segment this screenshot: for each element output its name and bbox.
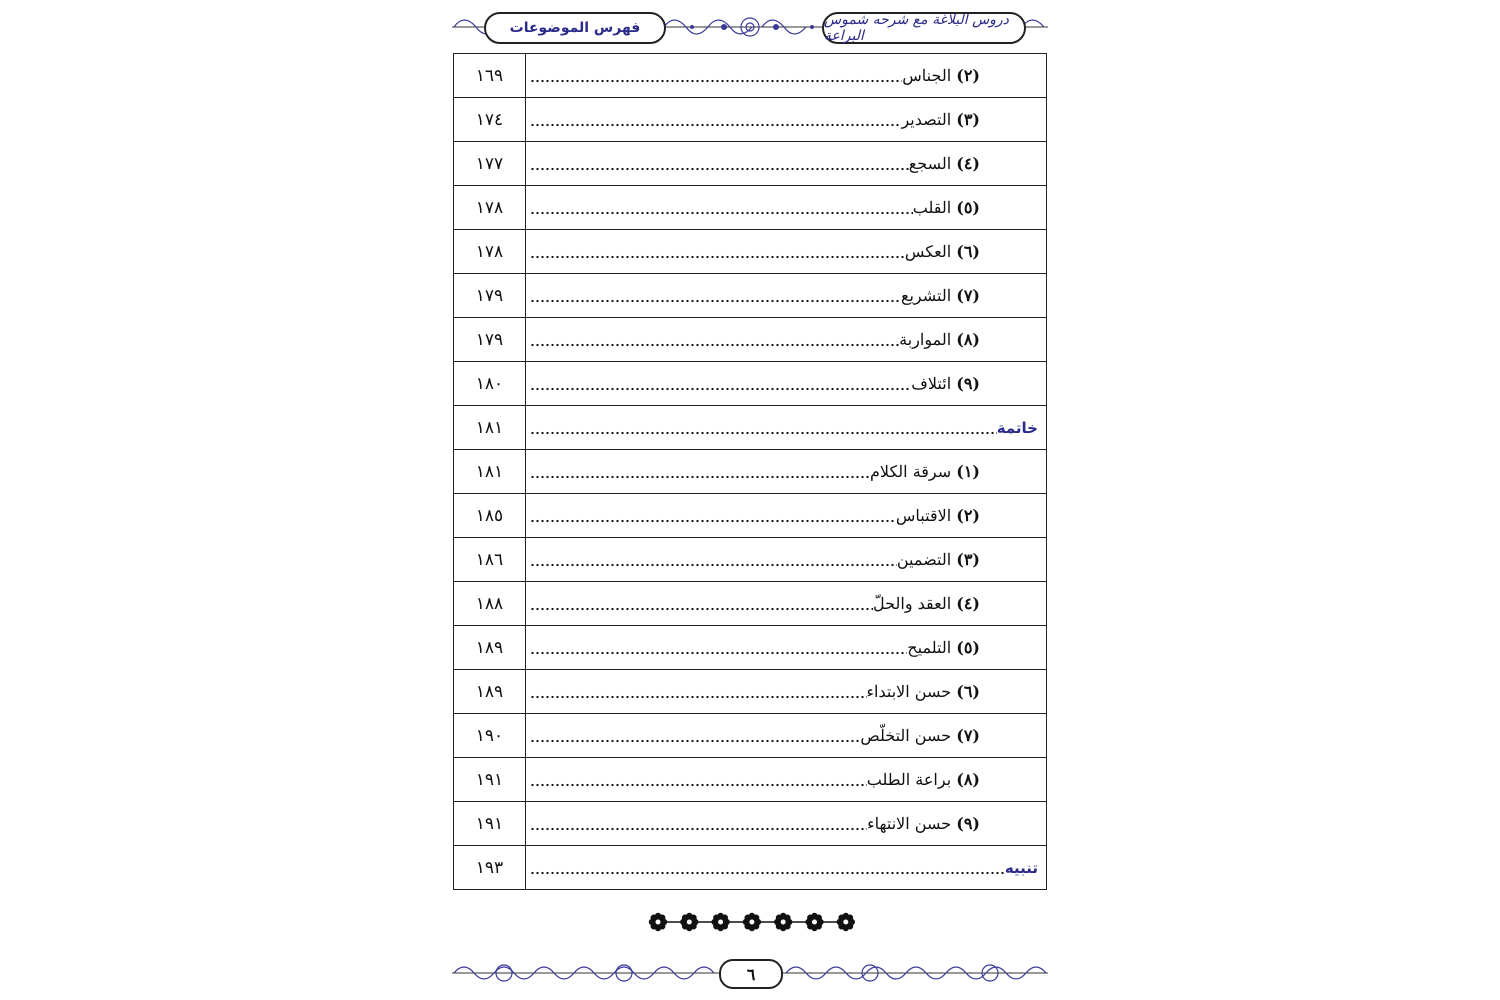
toc-subsection-entry — [530, 636, 980, 658]
toc-title-cell — [525, 670, 1046, 714]
dot-leader — [530, 79, 902, 83]
toc-row — [454, 494, 1047, 538]
toc-title-cell — [525, 758, 1046, 802]
dot-leader — [530, 255, 905, 259]
toc-entry-label — [907, 638, 980, 658]
toc-page-number: ١٨٦ — [454, 538, 526, 582]
toc-subsection-entry — [530, 768, 980, 790]
toc-entry-title: العكس — [904, 242, 952, 261]
toc-entry-title: القلب — [912, 198, 952, 217]
toc-row — [454, 186, 1047, 230]
toc-title-cell — [525, 846, 1046, 890]
toc-entry-title: حسن الانتهاء — [867, 814, 952, 833]
dot-leader — [530, 475, 870, 479]
toc-page-number: ١٧٩ — [454, 274, 526, 318]
toc-row — [454, 670, 1047, 714]
toc-entry-label — [902, 66, 980, 86]
dot-leader — [530, 167, 909, 171]
toc-subsection-entry — [530, 460, 980, 482]
toc-page-number: ١٧٧ — [454, 142, 526, 186]
toc-entry-number: (٤) — [956, 594, 980, 613]
toc-entry-label — [911, 374, 980, 394]
dot-leader — [530, 519, 896, 523]
flower-icon — [805, 913, 823, 931]
toc-title-cell — [525, 538, 1046, 582]
toc-entry-title: السجع — [908, 154, 952, 173]
toc-row — [454, 98, 1047, 142]
toc-entry-label — [867, 770, 980, 790]
toc-page-number: ١٧٨ — [454, 230, 526, 274]
toc-entry-label — [896, 506, 980, 526]
toc-entry-title: العقد والحلّ — [873, 594, 952, 613]
toc-entry-number: (٨) — [956, 330, 980, 349]
dot-leader — [530, 299, 901, 303]
dot-leader — [530, 739, 860, 743]
toc-title-cell — [525, 406, 1046, 450]
toc-title-cell — [525, 802, 1046, 846]
dot-leader — [530, 343, 899, 347]
toc-table — [453, 53, 1047, 890]
toc-row — [454, 758, 1047, 802]
toc-subsection-entry — [530, 108, 980, 130]
toc-title-cell — [525, 274, 1046, 318]
toc-title-cell — [525, 582, 1046, 626]
toc-row — [454, 230, 1047, 274]
toc-page-number: ١٨٠ — [454, 362, 526, 406]
toc-entry-label — [860, 726, 980, 746]
toc-entry-title: ائتلاف — [911, 374, 952, 393]
toc-title-cell — [525, 186, 1046, 230]
toc-entry-number: (٣) — [956, 110, 980, 129]
toc-row — [454, 450, 1047, 494]
toc-page-number: ١٩٠ — [454, 714, 526, 758]
toc-page-number: ١٧٩ — [454, 318, 526, 362]
flower-icon — [743, 913, 761, 931]
toc-subsection-entry — [530, 680, 980, 702]
toc-row — [454, 362, 1047, 406]
flower-icon — [774, 913, 792, 931]
toc-entry-title: التلميح — [907, 638, 952, 657]
toc-subsection-entry — [530, 504, 980, 526]
toc-entry-number: (٥) — [956, 198, 980, 217]
toc-subsection-entry — [530, 196, 980, 218]
toc-entry-label — [1005, 858, 1038, 878]
dot-leader — [530, 431, 997, 435]
toc-entry-number: (٧) — [956, 726, 980, 745]
dot-leader — [530, 387, 911, 391]
toc-page-number: ١٨٩ — [454, 626, 526, 670]
toc-entry-label — [905, 242, 980, 262]
flower-separator-icon — [646, 910, 858, 934]
toc-page-number: ١٨١ — [454, 406, 526, 450]
toc-entry-number: (٩) — [956, 814, 980, 833]
toc-subsection-entry — [530, 548, 980, 570]
toc-entry-label — [997, 418, 1038, 438]
toc-entry-label — [897, 550, 980, 570]
toc-entry-number: (٣) — [956, 550, 980, 569]
toc-subsection-entry — [530, 328, 980, 350]
book-title-calligraphy: دروس البلاغة مع شرحه شموس البراعة — [822, 12, 1026, 44]
toc-subsection-entry — [530, 592, 980, 614]
dot-leader — [530, 651, 907, 655]
toc-row — [454, 802, 1047, 846]
dot-leader — [530, 871, 1005, 875]
toc-entry-label — [913, 198, 980, 218]
toc-subsection-entry — [530, 240, 980, 262]
toc-entry-title: خاتمة — [996, 419, 1038, 437]
toc-entry-label — [899, 330, 980, 350]
toc-entry-title: حسن التخلّص — [860, 726, 952, 745]
toc-title-cell — [525, 450, 1046, 494]
toc-section-entry — [530, 856, 1038, 878]
dot-leader — [530, 211, 913, 215]
toc-entry-label — [867, 814, 980, 834]
toc-entry-title: الاقتباس — [895, 506, 952, 525]
toc-title-cell — [525, 230, 1046, 274]
toc-subsection-entry — [530, 372, 980, 394]
toc-entry-number: (٩) — [956, 374, 980, 393]
toc-entry-title: التشريع — [900, 286, 952, 305]
dot-leader — [530, 783, 867, 787]
section-title: فهرس الموضوعات — [484, 12, 666, 44]
toc-title-cell — [525, 318, 1046, 362]
toc-entry-title: حسن الابتداء — [866, 682, 952, 701]
toc-entry-title: تنبيه — [1004, 859, 1038, 877]
toc-title-cell — [525, 494, 1046, 538]
toc-row — [454, 714, 1047, 758]
toc-entry-label — [909, 154, 980, 174]
toc-subsection-entry — [530, 64, 980, 86]
toc-entry-label — [901, 110, 980, 130]
toc-subsection-entry — [530, 152, 980, 174]
page-number: ٦ — [719, 959, 783, 989]
toc-entry-title: براعة الطلب — [866, 770, 952, 789]
toc-title-cell — [525, 54, 1046, 98]
toc-entry-title: التضمين — [896, 550, 952, 569]
toc-entry-number: (٦) — [956, 682, 980, 701]
toc-entry-title: سرقة الكلام — [870, 462, 952, 481]
toc-title-cell — [525, 98, 1046, 142]
toc-row — [454, 582, 1047, 626]
toc-entry-label — [870, 462, 980, 482]
dot-leader — [530, 123, 902, 127]
toc-entry-label — [867, 682, 981, 702]
toc-section-entry — [530, 416, 1038, 438]
toc-title-cell — [525, 142, 1046, 186]
toc-page-number: ١٦٩ — [454, 54, 526, 98]
toc-page-number: ١٩١ — [454, 758, 526, 802]
toc-entry-title: التصدير — [901, 110, 952, 129]
toc-entry-title: الجناس — [902, 66, 952, 85]
toc-entry-title: المواربة — [899, 330, 952, 349]
toc-row — [454, 318, 1047, 362]
toc-page-number: ١٨٥ — [454, 494, 526, 538]
toc-entry-number: (٤) — [956, 154, 980, 173]
toc-entry-number: (٢) — [956, 66, 980, 85]
toc-page-number: ١٧٤ — [454, 98, 526, 142]
flower-icon — [711, 913, 729, 931]
dot-leader — [530, 827, 867, 831]
toc-page-number: ١٨٨ — [454, 582, 526, 626]
toc-title-cell — [525, 714, 1046, 758]
dot-leader — [530, 695, 867, 699]
toc-entry-number: (٨) — [956, 770, 980, 789]
toc-row — [454, 846, 1047, 890]
toc-row — [454, 538, 1047, 582]
flower-icon — [837, 913, 855, 931]
toc-row — [454, 274, 1047, 318]
toc-subsection-entry — [530, 812, 980, 834]
toc-entry-number: (٢) — [956, 506, 980, 525]
toc-row — [454, 54, 1047, 98]
toc-title-cell — [525, 362, 1046, 406]
toc-entry-number: (٥) — [956, 638, 980, 657]
toc-page-number: ١٨١ — [454, 450, 526, 494]
toc-page-number: ١٨٩ — [454, 670, 526, 714]
toc-subsection-entry — [530, 284, 980, 306]
toc-entry-label — [901, 286, 980, 306]
dot-leader — [530, 563, 897, 567]
toc-page-number: ١٧٨ — [454, 186, 526, 230]
dot-leader — [530, 607, 873, 611]
toc-subsection-entry — [530, 724, 980, 746]
toc-entry-number: (١) — [956, 462, 980, 481]
flower-icon — [649, 913, 667, 931]
toc-entry-number: (٧) — [956, 286, 980, 305]
toc-row — [454, 406, 1047, 450]
toc-entry-label — [873, 594, 980, 614]
toc-page-number: ١٩٣ — [454, 846, 526, 890]
toc-page-number: ١٩١ — [454, 802, 526, 846]
toc-entry-number: (٦) — [956, 242, 980, 261]
toc-row — [454, 142, 1047, 186]
toc-row — [454, 626, 1047, 670]
flower-icon — [680, 913, 698, 931]
toc-title-cell — [525, 626, 1046, 670]
